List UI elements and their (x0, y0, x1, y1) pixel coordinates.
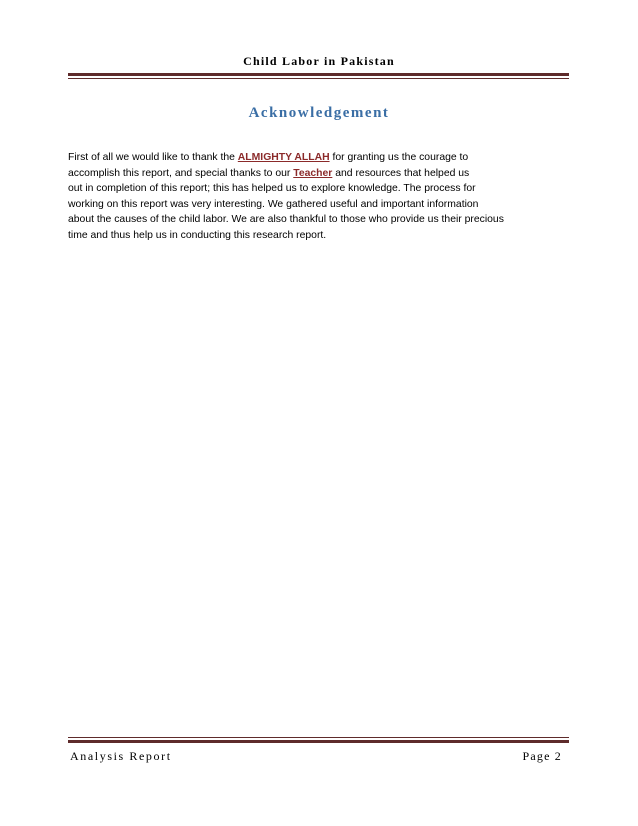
header-rule-thin (68, 78, 569, 79)
header-title: Child Labor in Pakistan (243, 54, 395, 68)
footer-page-number: Page 2 (522, 749, 562, 763)
paragraph-line-4: working on this report was very interesting. We gathered useful and important information (68, 198, 479, 210)
emphasis-teacher: Teacher (293, 167, 333, 179)
paragraph-line-2 (68, 166, 568, 182)
page-title: Acknowledgement (248, 105, 390, 121)
text-run: accomplish this report, and special thanks to our (68, 167, 294, 179)
footer-rule-thick (68, 740, 569, 743)
text-run: First of all we would like to thank the (68, 152, 238, 163)
emphasis-almighty-allah: ALMIGHTY ALLAH (237, 152, 330, 163)
acknowledgement-paragraph (68, 150, 568, 244)
paragraph-line-5: about the causes of the child labor. We are also thankful to those who provide us their precious (68, 214, 504, 226)
footer-rule-thin (68, 737, 569, 738)
text-run: and resources that helped us (332, 167, 470, 179)
text-run: for granting us the courage to (329, 152, 469, 163)
footer-report-name: Analysis Report (70, 749, 172, 763)
paragraph-line-3: out in completion of this report; this has helped us to explore knowledge. The process for (68, 183, 476, 195)
paragraph-line-1 (68, 150, 568, 166)
header-rule-thick (68, 73, 569, 76)
paragraph-line-6: time and thus help us in conducting this research report. (68, 229, 327, 241)
